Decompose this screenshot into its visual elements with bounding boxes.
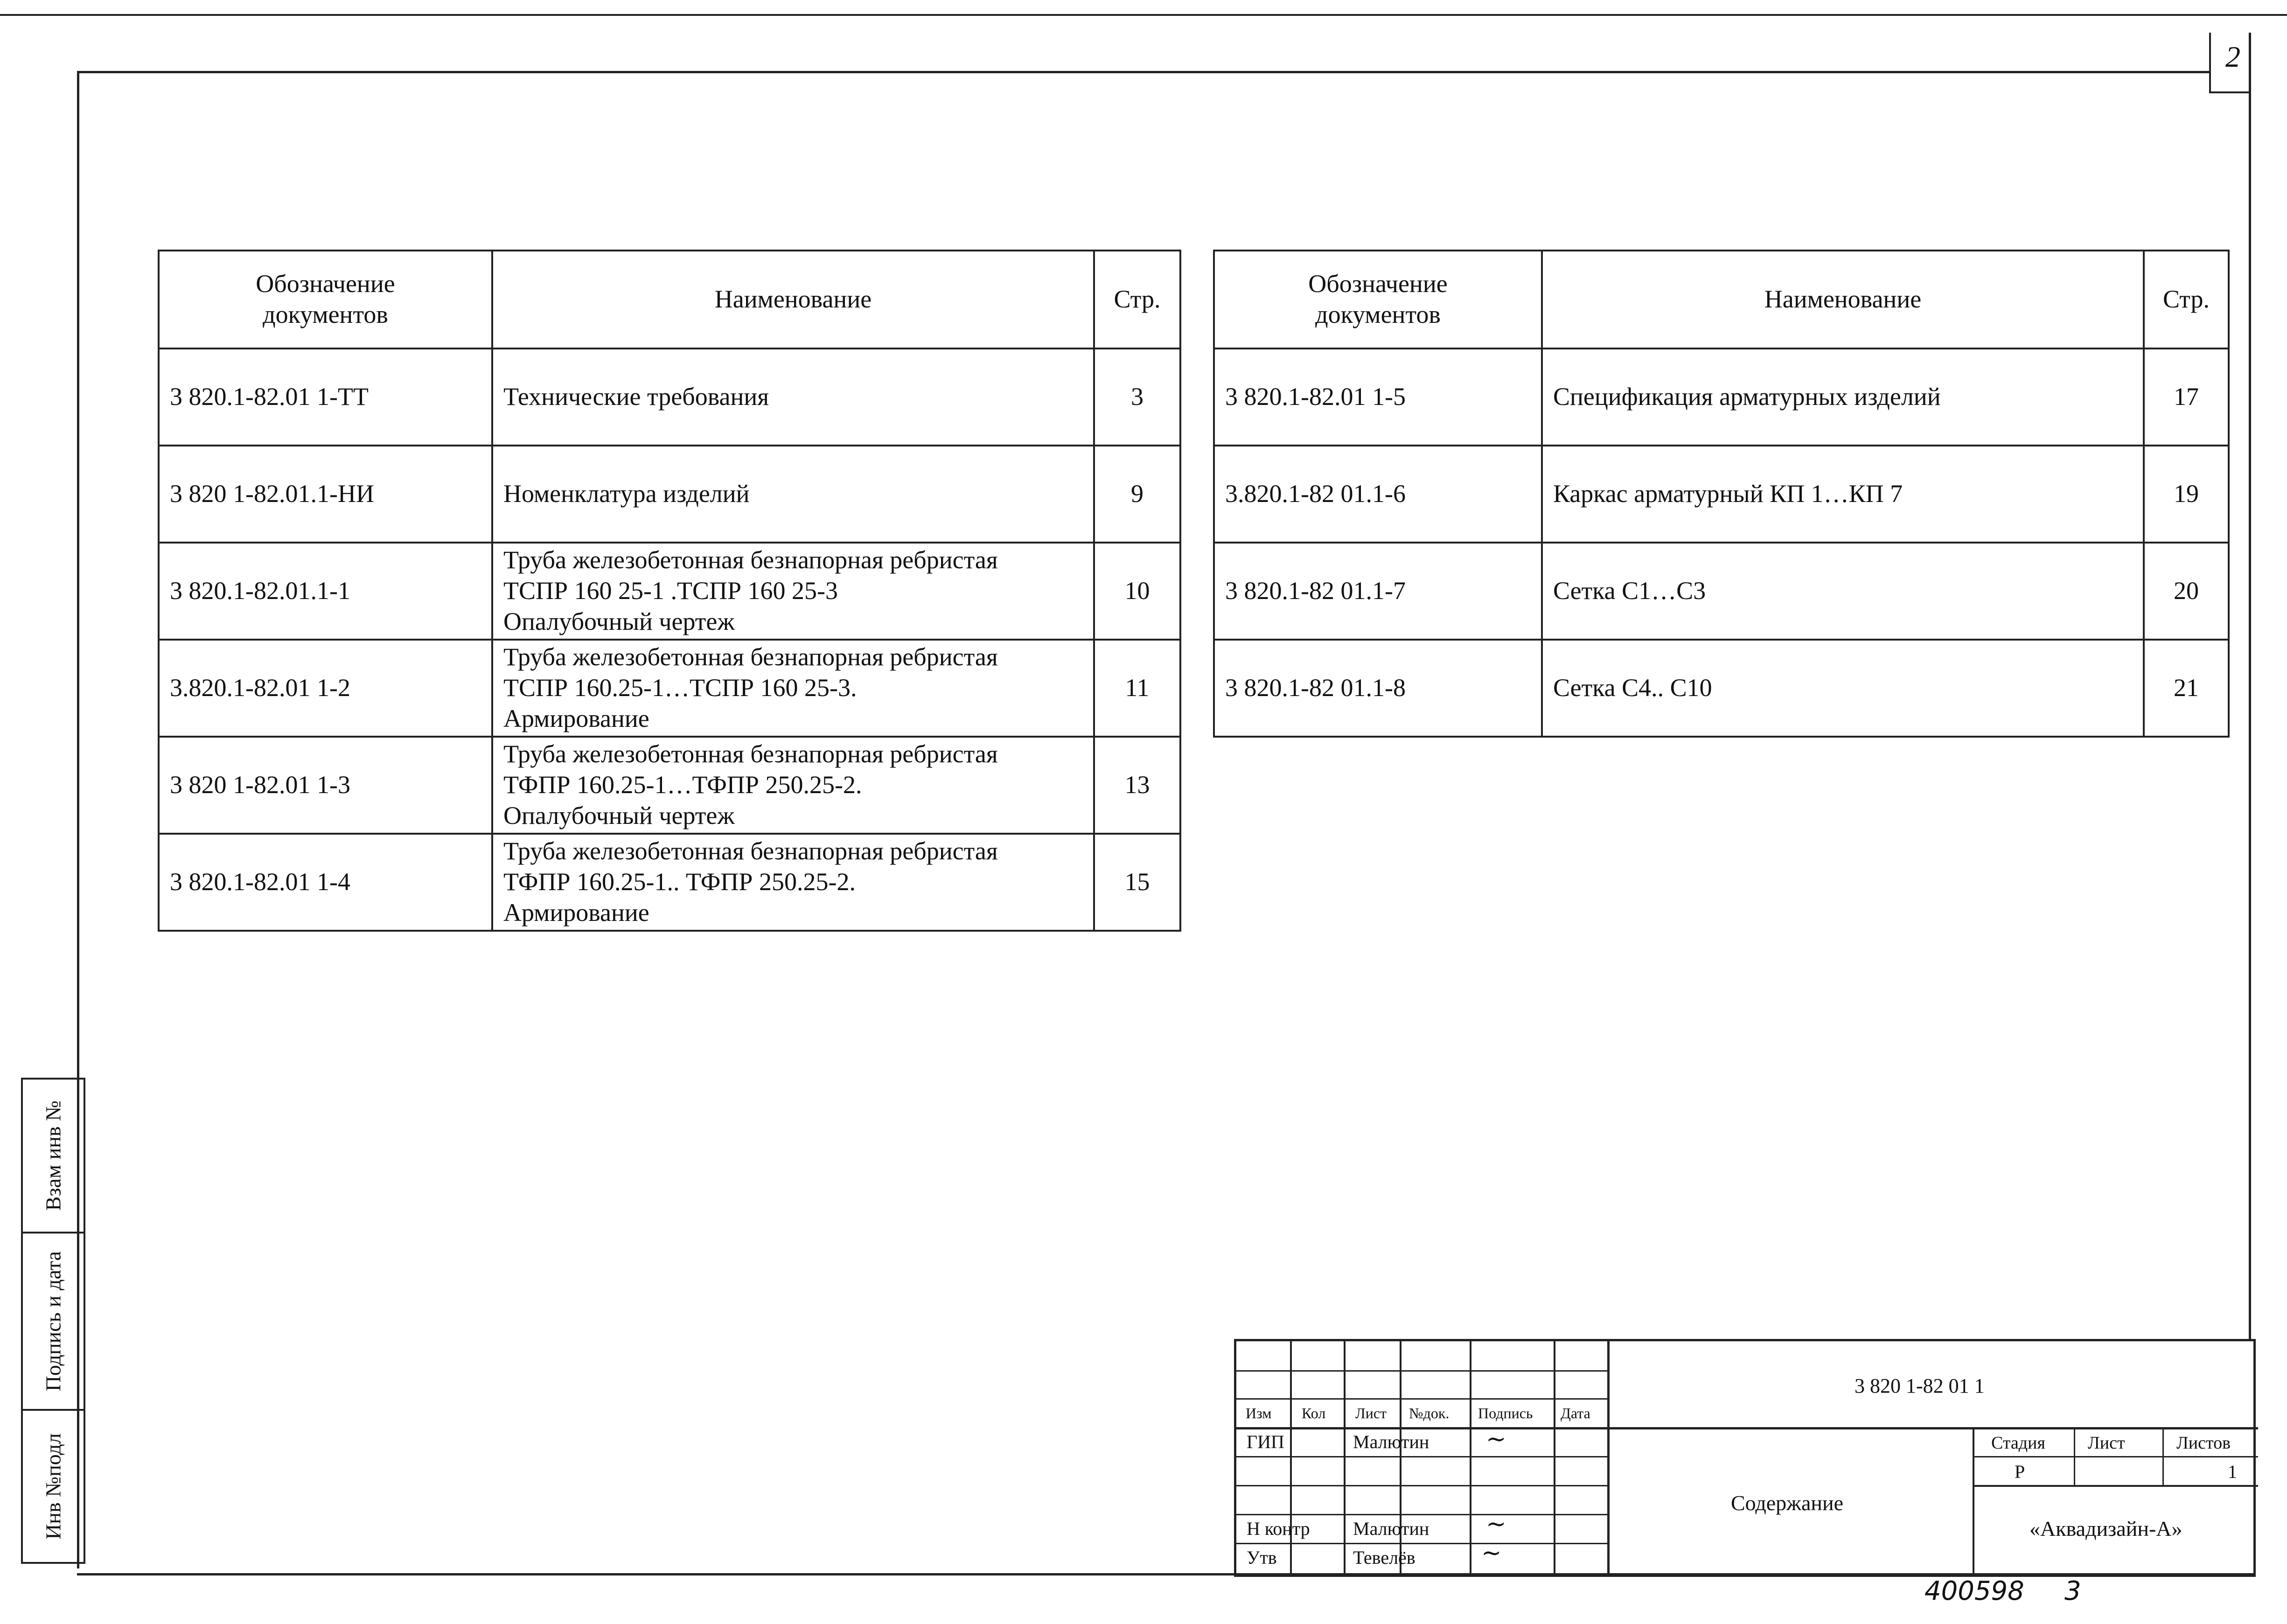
sheets-label: Листов [2176, 1433, 2231, 1453]
document-title: Содержание [1731, 1491, 1844, 1515]
row-name: Каркас арматурный КП 1…КП 7 [1542, 446, 2144, 543]
role-gip-name: Малютин [1353, 1431, 1429, 1452]
side-stamp-cell [23, 1234, 84, 1411]
archive-number: 400598 [1924, 1576, 2024, 1606]
frame-right [2249, 33, 2251, 1339]
row-designation: 3 820.1-82.01 1-4 [159, 834, 492, 931]
row-name: Труба железобетонная безнапорная ребристая ТФПР 160.25-1…ТФПР 250.25-2. Опалубочный чертеж [492, 737, 1094, 834]
page-number-box-bottom [2209, 91, 2251, 93]
archive-suffix: 3 [2064, 1576, 2081, 1606]
header-name: Наименование [492, 251, 1094, 348]
table-row [159, 737, 1180, 834]
header-name: Наименование [1542, 251, 2144, 348]
side-stamp-label: Подпись и дата [41, 1251, 65, 1392]
row-designation: 3 820 1-82.01.1-НИ [159, 446, 492, 543]
row-page: 19 [2144, 446, 2229, 543]
page-number-box-left [2209, 33, 2211, 93]
table-row [159, 348, 1180, 446]
table-header-row [1214, 251, 2229, 348]
row-designation: 3 820.1-82 01.1-8 [1214, 640, 1542, 737]
top-edge-line [0, 14, 2287, 16]
role-utv-name: Тевелёв [1353, 1547, 1415, 1568]
header-designation: Обозначение документов [159, 251, 492, 348]
row-name: Сетка С1…С3 [1542, 543, 2144, 640]
row-page: 9 [1094, 446, 1180, 543]
stage-value: Р [2015, 1461, 2025, 1482]
organization: «Аквадизайн-А» [2029, 1517, 2182, 1540]
table-row [159, 834, 1180, 931]
row-designation: 3 820.1-82 01.1-7 [1214, 543, 1542, 640]
table-row [1214, 543, 2229, 640]
table-header-row [159, 251, 1180, 348]
side-stamp-cell [23, 1411, 84, 1562]
row-page: 10 [1094, 543, 1180, 640]
table-row [159, 640, 1180, 737]
role-nkontr: Н контр [1247, 1518, 1310, 1539]
row-page: 15 [1094, 834, 1180, 931]
row-designation: 3 820 1-82.01 1-3 [159, 737, 492, 834]
sheets-value: 1 [2228, 1461, 2237, 1482]
row-name: Труба железобетонная безнапорная ребристая ТФПР 160.25-1.. ТФПР 250.25-2. Армирование [492, 834, 1094, 931]
table-row [1214, 640, 2229, 737]
sheet-label: Лист [2088, 1433, 2125, 1453]
col-header-list: Лист [1355, 1405, 1387, 1422]
document-designation: 3 820 1-82 01 1 [1855, 1374, 1985, 1397]
side-stamp-label: Взам инв № [41, 1100, 65, 1211]
right-contents-table [1213, 250, 2230, 738]
title-block [1234, 1339, 2256, 1577]
row-page: 17 [2144, 348, 2229, 446]
role-nkontr-name: Малютин [1353, 1518, 1429, 1539]
row-name: Труба железобетонная безнапорная ребристая ТСПР 160.25-1…ТСПР 160 25-3. Армирование [492, 640, 1094, 737]
row-name: Сетка С4.. С10 [1542, 640, 2144, 737]
row-designation: 3.820.1-82.01 1-2 [159, 640, 492, 737]
side-stamp-cell [23, 1080, 84, 1234]
row-page: 3 [1094, 348, 1180, 446]
signature-gip: ~ [1486, 1425, 1506, 1453]
row-name: Номенклатура изделий [492, 446, 1094, 543]
col-header-date: Дата [1561, 1405, 1590, 1422]
side-stamp [21, 1078, 85, 1564]
row-page: 20 [2144, 543, 2229, 640]
table-row [159, 543, 1180, 640]
table-row [1214, 446, 2229, 543]
table-row [1214, 348, 2229, 446]
row-designation: 3 820.1-82.01 1-5 [1214, 348, 1542, 446]
col-header-izm: Изм [1246, 1405, 1272, 1422]
role-utv: Утв [1247, 1547, 1277, 1568]
role-gip: ГИП [1247, 1431, 1284, 1452]
header-page: Стр. [2144, 251, 2229, 348]
side-stamp-label: Инв №подл [41, 1433, 65, 1540]
signature-utv: ~ [1481, 1539, 1502, 1567]
row-page: 21 [2144, 640, 2229, 737]
col-header-signature: Подпись [1478, 1405, 1533, 1422]
table-row [159, 446, 1180, 543]
page-number: 2 [2225, 40, 2240, 73]
row-page: 13 [1094, 737, 1180, 834]
header-designation: Обозначение документов [1214, 251, 1542, 348]
row-designation: 3 820.1-82.01.1-1 [159, 543, 492, 640]
row-name: Технические требования [492, 348, 1094, 446]
col-header-ndoc: №док. [1409, 1405, 1450, 1422]
row-designation: 3.820.1-82 01.1-6 [1214, 446, 1542, 543]
row-page: 11 [1094, 640, 1180, 737]
left-contents-table [158, 250, 1181, 932]
row-name: Спецификация арматурных изделий [1542, 348, 2144, 446]
row-name: Труба железобетонная безнапорная ребристая ТСПР 160 25-1 .ТСПР 160 25-3 Опалубочный чертеж [492, 543, 1094, 640]
row-designation: 3 820.1-82.01 1-ТТ [159, 348, 492, 446]
header-page: Стр. [1094, 251, 1180, 348]
frame-top [77, 71, 2209, 73]
col-header-kol: Кол [1302, 1405, 1326, 1422]
signature-nkontr: ~ [1486, 1510, 1506, 1538]
stage-label: Стадия [1991, 1433, 2045, 1453]
